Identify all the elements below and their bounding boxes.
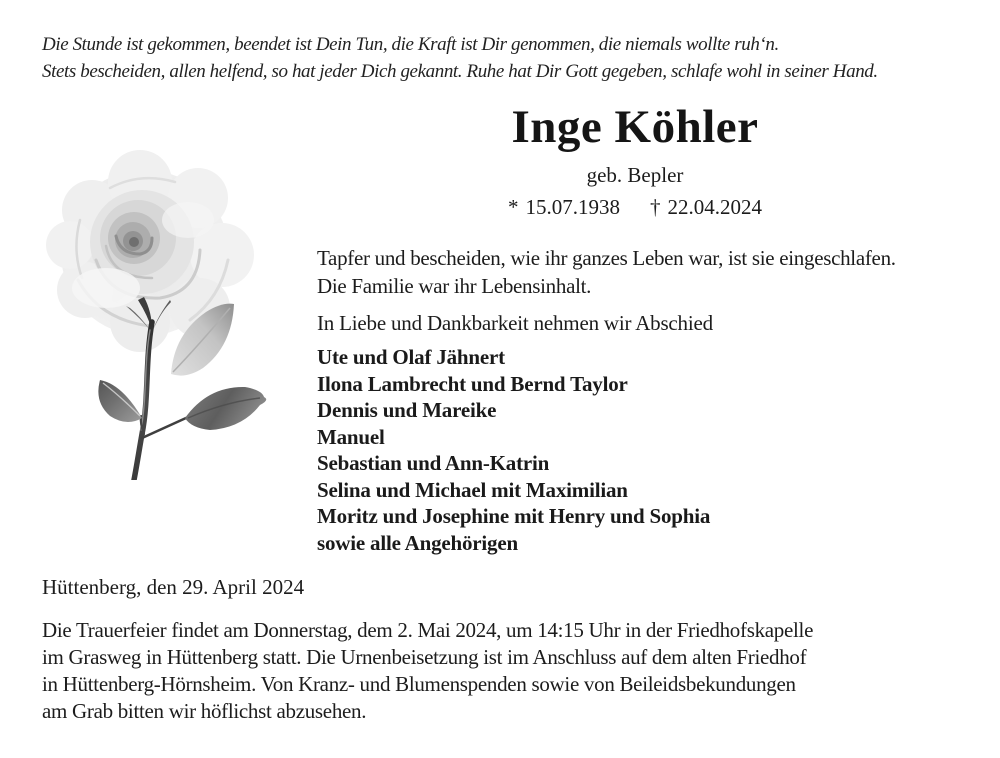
rose-leaf-right: [142, 387, 266, 438]
mourner-name: Ute und Olaf Jähnert: [317, 345, 505, 369]
death-cross-icon: †: [650, 195, 661, 219]
funeral-info-line: am Grab bitten wir höflichst abzusehen.: [42, 699, 367, 723]
life-dates: [310, 194, 960, 220]
funeral-info-line: in Hüttenberg-Hörnsheim. Von Kranz- und Blumenspenden sowie von Beileidsbekundungen: [42, 672, 796, 696]
mourner-name: Sebastian und Ann-Katrin: [317, 451, 550, 475]
white-rose-icon: [40, 150, 320, 480]
birth-date: [508, 195, 620, 219]
epigraph-line: Stets bescheiden, allen helfend, so hat jeder Dich gekannt. Ruhe hat Dir Gott gegeben, schlafe wohl in seiner Hand.: [42, 61, 878, 82]
death-date-value: 22.04.2024: [667, 195, 762, 219]
mourner-name: Selina und Michael mit Maximilian: [317, 477, 628, 502]
eulogy-line: Tapfer und bescheiden, wie ihr ganzes Leben war, ist sie eingeschlafen.: [317, 246, 896, 270]
farewell-line: In Liebe und Dankbarkeit nehmen wir Abschied: [317, 311, 713, 335]
death-date: [650, 195, 762, 219]
mourner-name: Manuel: [317, 424, 385, 449]
eulogy-paragraph: [317, 244, 896, 300]
funeral-info-paragraph: [42, 617, 813, 725]
header: [310, 101, 960, 220]
place-date: Hüttenberg, den 29. April 2024: [42, 575, 305, 599]
funeral-info-line: im Grasweg in Hüttenberg statt. Die Urnenbeisetzung ist im Anschluss auf dem alten Friedhof: [42, 645, 807, 669]
epigraph-line: Die Stunde ist gekommen, beendet ist Dein Tun, die Kraft ist Dir genommen, die niemals wollte ruh‘n.: [42, 34, 779, 55]
birth-date-value: 15.07.1938: [525, 195, 620, 219]
mourner-name: Dennis und Mareike: [317, 398, 497, 422]
birth-star-icon: *: [508, 195, 519, 219]
deceased-name: Inge Köhler: [511, 101, 759, 153]
mourner-name: Moritz und Josephine mit Henry und Sophia: [317, 504, 711, 528]
eulogy-line: Die Familie war ihr Lebensinhalt.: [317, 274, 592, 298]
epigraph-verse: [42, 31, 878, 85]
rose-leaf-left: [98, 380, 144, 434]
mourner-name: Ilona Lambrecht und Bernd Taylor: [317, 371, 628, 396]
funeral-info-line: Die Trauerfeier findet am Donnerstag, dem 2. Mai 2024, um 14:15 Uhr in der Friedhofskapelle: [42, 618, 814, 642]
maiden-name: geb. Bepler: [586, 163, 684, 187]
mourners-list: [317, 344, 710, 556]
rose-image: [40, 150, 320, 480]
mourner-name: sowie alle Angehörigen: [317, 530, 518, 555]
